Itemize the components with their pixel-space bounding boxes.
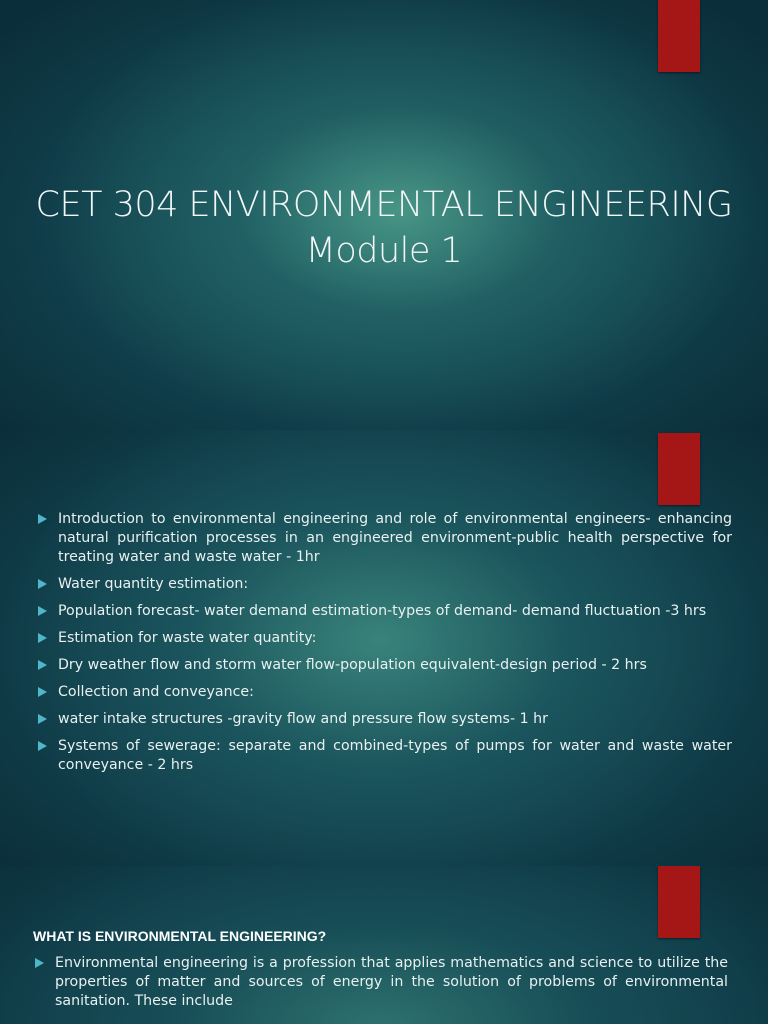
definition-bullet-list — [33, 954, 728, 1019]
red-accent-tab — [658, 433, 700, 505]
list-item — [36, 629, 732, 648]
triangle-bullet-icon — [38, 741, 47, 751]
red-accent-tab — [658, 866, 700, 938]
list-item-text: Collection and conveyance: — [58, 684, 254, 700]
list-item — [36, 710, 732, 729]
triangle-bullet-icon — [38, 579, 47, 589]
section-heading: WHAT IS ENVIRONMENTAL ENGINEERING? — [33, 928, 327, 944]
list-item-text: Estimation for waste water quantity: — [58, 630, 317, 646]
title-slide — [0, 0, 768, 430]
list-item-text: water intake structures -gravity flow and pressure flow systems- 1 hr — [58, 711, 548, 727]
list-item — [36, 656, 732, 675]
list-item — [33, 954, 728, 1011]
list-item — [36, 510, 732, 567]
list-item-text: Water quantity estimation: — [58, 576, 249, 592]
list-item-text: Systems of sewerage: separate and combined-types of pumps for water and waste water conveyance - 2 hrs — [58, 738, 732, 773]
title-line-module: Module 1 — [305, 231, 463, 271]
list-item-text: Dry weather flow and storm water flow-population equivalent-design period - 2 hrs — [58, 657, 647, 673]
triangle-bullet-icon — [38, 514, 47, 524]
title-line-course: CET 304 ENVIRONMENTAL ENGINEERING — [35, 185, 733, 225]
list-item — [36, 575, 732, 594]
triangle-bullet-icon — [38, 633, 47, 643]
list-item-text: Population forecast- water demand estimation-types of demand- demand fluctuation -3 hrs — [58, 603, 707, 619]
triangle-bullet-icon — [38, 687, 47, 697]
definition-slide — [0, 866, 768, 1024]
list-item-text: Introduction to environmental engineering and role of environmental engineers- enhancing natural purification processes in an engineered environment-public health perspective for treating water and waste water - 1hr — [58, 511, 732, 565]
triangle-bullet-icon — [35, 958, 44, 968]
triangle-bullet-icon — [38, 714, 47, 724]
red-accent-tab — [658, 0, 700, 72]
triangle-bullet-icon — [38, 660, 47, 670]
triangle-bullet-icon — [38, 606, 47, 616]
syllabus-bullet-list — [36, 510, 732, 783]
list-item — [36, 683, 732, 702]
list-item — [36, 737, 732, 775]
list-item — [36, 602, 732, 621]
list-item-text: Environmental engineering is a profession that applies mathematics and science to utilize the properties of matter and sources of energy in the solution of problems of environmental sanitation. These include — [55, 955, 728, 1009]
slide-title — [0, 182, 768, 274]
syllabus-slide — [0, 430, 768, 866]
